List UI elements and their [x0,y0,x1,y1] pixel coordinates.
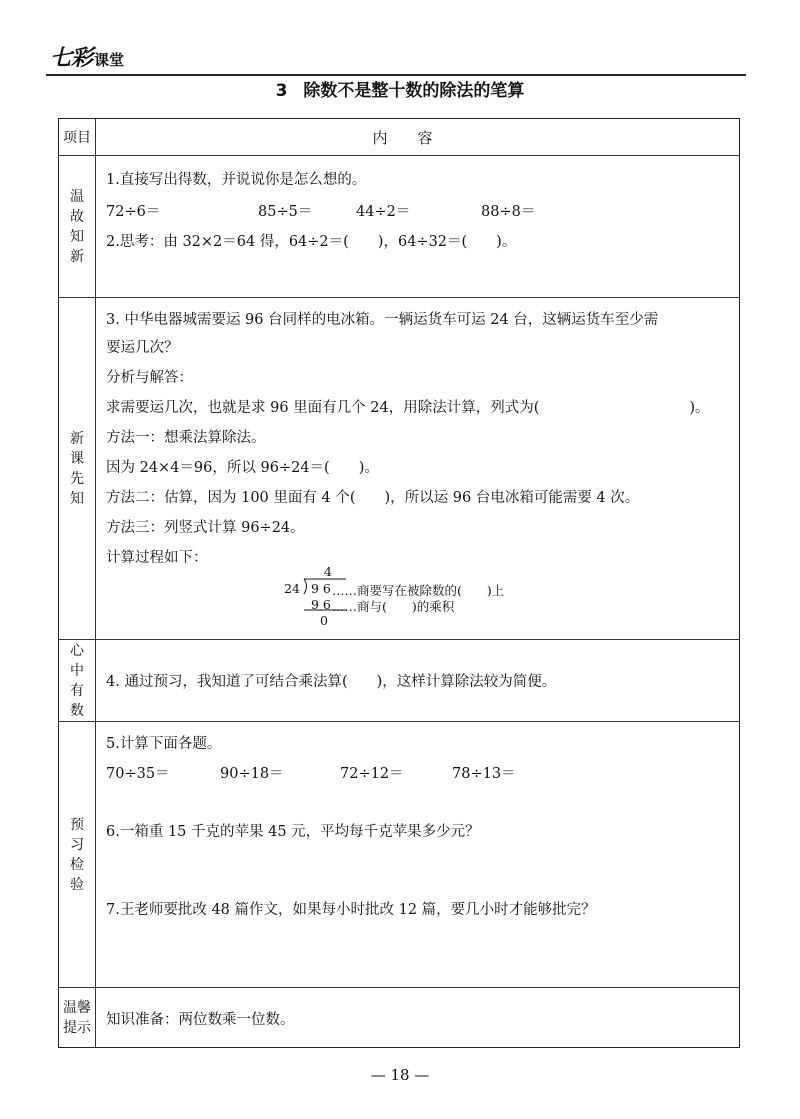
section-preview [59,721,739,987]
section-mind-label: 心 中 有 数 [59,640,96,721]
division-product: 9 6 [311,597,331,612]
analysis-heading: 分析与解答： [106,370,193,386]
question-3-line-2: 要运几次？ [106,340,179,356]
page-number: — 18 — [370,1066,430,1084]
method-2: 方法二：估算，因为 100 里面有 4 个( )，所以运 96 台电冰箱可能需要 4 次。 [106,490,640,506]
section-mind [59,639,739,721]
division-note-1: ……商要写在被除数的( )上 [332,583,505,598]
question-3-line-1: 3. 中华电器城需要运 96 台同样的电冰箱。一辆运货车可运 24 台，这辆运货车至少需 [106,312,659,328]
logo-main-text: 七彩 [50,45,93,71]
logo-sub-text: 课堂 [94,51,125,69]
method-3: 方法三：列竖式计算 96÷24。 [106,520,305,536]
q1-item-3: 44÷2＝ [356,204,411,220]
q1-item-2: 85÷5＝ [258,204,313,220]
q5-item-4: 78÷13＝ [452,766,516,782]
col-item-header: 项目 [59,119,96,155]
q5-item-1: 70÷35＝ [106,766,170,782]
section-new-lesson [59,297,739,639]
reason-line: 求需要运几次，也就是求 96 里面有几个 24，用除法计算，列式为( )。 [106,400,710,416]
section-review-content [96,156,739,297]
question-5: 5.计算下面各题。 [106,736,222,752]
method-1: 方法一：想乘法算除法。 [106,430,266,446]
section-tips-content [96,988,739,1047]
section-review [59,155,739,297]
section-preview-label: 预 习 检 验 [59,722,96,987]
section-mind-content [96,640,739,721]
q1-item-1: 72÷6＝ [106,204,161,220]
section-new-lesson-label: 新 课 先 知 [59,298,96,639]
question-1: 1.直接写出得数，并说说你是怎么想的。 [106,172,367,188]
division-remainder: 0 [320,613,328,628]
lesson-table [58,118,740,1048]
division-note-2: ……商与( )的乘积 [332,599,455,614]
division-quotient: 4 [324,564,332,579]
table-header-row [59,119,739,155]
page-title [0,76,800,101]
section-new-lesson-content [96,298,739,639]
tips-text: 知识准备：两位数乘一位数。 [106,1012,295,1028]
division-divisor: 24 [284,581,300,596]
method-1-detail: 因为 24×4＝96，所以 96÷24＝( )。 [106,460,379,476]
long-division [284,564,584,634]
brand-logo [50,46,124,72]
section-preview-content [96,722,739,987]
section-tips-label: 温馨 提示 [59,988,96,1047]
lesson-number: 3 [275,81,288,101]
process-heading: 计算过程如下： [106,550,208,566]
question-2: 2.思考：由 32×2＝64 得，64÷2＝( )，64÷32＝( )。 [106,234,517,250]
question-6: 6.一箱重 15 千克的苹果 45 元，平均每千克苹果多少元？ [106,824,480,840]
section-tips [59,987,739,1047]
col-content-header: 内容 [372,128,463,147]
question-4: 4. 通过预习，我知道了可结合乘法算( )，这样计算除法较为简便。 [106,674,557,690]
question-7: 7.王老师要批改 48 篇作文，如果每小时批改 12 篇，要几小时才能够批完？ [106,902,596,918]
division-dividend: 9 6 [311,581,331,596]
section-review-label: 温 故 知 新 [59,156,96,297]
q5-item-3: 72÷12＝ [340,766,404,782]
lesson-title: 除数不是整十数的除法的笔算 [303,81,525,101]
q5-item-2: 90÷18＝ [220,766,284,782]
q1-item-4: 88÷8＝ [481,204,536,220]
